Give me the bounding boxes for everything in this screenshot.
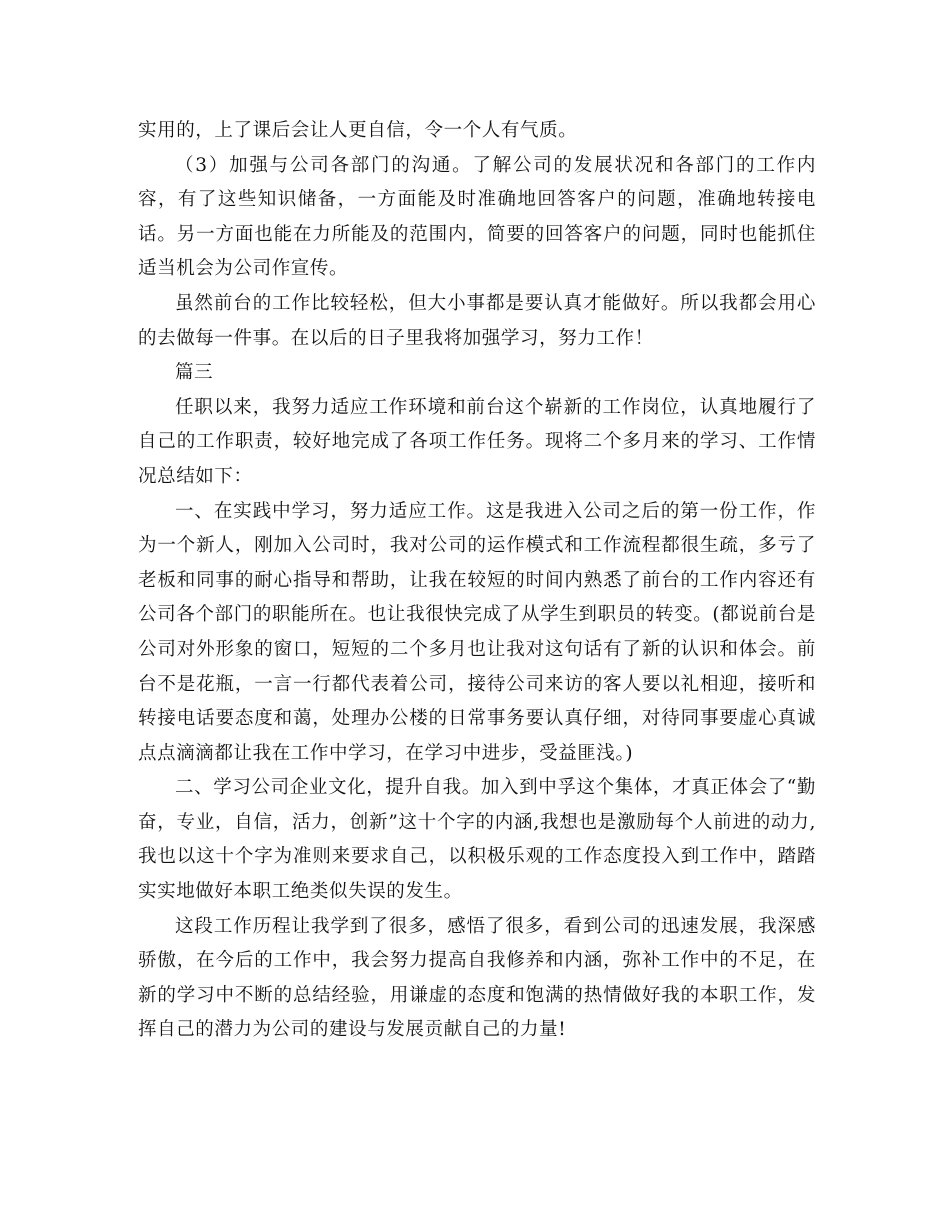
- paragraph-continuation: 实用的，上了课后会让人更自信，令一个人有气质。: [138, 120, 578, 141]
- document-body: [138, 114, 816, 1048]
- section-heading-part-three: 篇三: [175, 362, 214, 384]
- paragraph-corporate-culture: 二、学习公司企业文化，提升自我。加入到中孚这个集体，才真正体会了“勤奋，专业，自信，活力，创新”这十个字的内涵,我想也是激励每个人前进的动力,我也以这十个字为准则来要求自己，以积极乐观的工作态度投入到工作中，踏踏实实地做好本职工绝类似失误的发生。: [138, 777, 816, 903]
- paragraph-introduction: 任职以来，我努力适应工作环境和前台这个崭新的工作岗位，认真地履行了自己的工作职责，较好地完成了各项工作任务。现将二个多月来的学习、工作情况总结如下：: [138, 396, 816, 487]
- paragraph-conclusion: 这段工作历程让我学到了很多，感悟了很多，看到公司的迅速发展，我深感骄傲，在今后的工作中，我会努力提高自我修养和内涵，弥补工作中的不足，在新的学习中不断的总结经验，用谦虚的态度和饱满的热情做好我的本职工作，发挥自己的潜力为公司的建设与发展贡献自己的力量!: [138, 915, 816, 1041]
- paragraph-department-communication: （3）加强与公司各部门的沟通。了解公司的发展状况和各部门的工作内容，有了这些知识储备，一方面能及时准确地回答客户的问题，准确地转接电话。另一方面也能在力所能及的范围内，简要的回答客户的问题，同时也能抓住适当机会为公司作宣传。: [138, 154, 816, 280]
- paragraph-front-desk-summary: 虽然前台的工作比较轻松，但大小事都是要认真才能做好。所以我都会用心的去做每一件事。在以后的日子里我将加强学习，努力工作！: [138, 292, 816, 349]
- paragraph-learning-in-practice: 一、在实践中学习，努力适应工作。这是我进入公司之后的第一份工作，作为一个新人，刚加入公司时，我对公司的运作模式和工作流程都很生疏，多亏了老板和同事的耐心指导和帮助，让我在较短的时间内熟悉了前台的工作内容还有公司各个部门的职能所在。也让我很快完成了从学生到职员的转变。(都说前台是公司对外形象的窗口，短短的二个多月也让我对这句话有了新的认识和体会。前台不是花瓶，一言一行都代表着公司，接待公司来访的客人要以礼相迎，接听和转接电话要态度和蔼，处理办公楼的日常事务要认真仔细，对待同事要虚心真诚点点滴滴都让我在工作中学习，在学习中进步，受益匪浅。): [138, 500, 816, 764]
